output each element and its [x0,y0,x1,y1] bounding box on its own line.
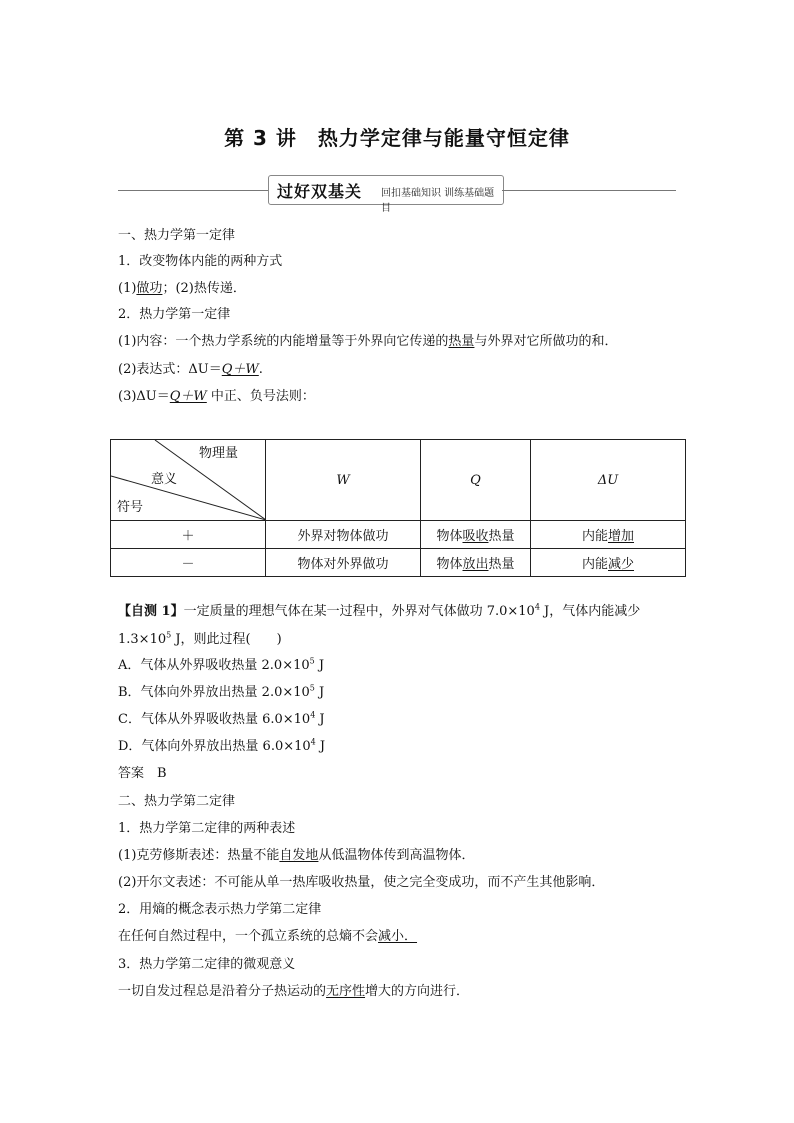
diagonal-header-cell [111,440,266,521]
banner-rule-right [502,190,676,191]
banner-title: 过好双基关 [277,182,363,201]
question-stem-cont: $1.3\times 10^5$ J，则此过程( ) [118,630,282,647]
text-line: (2)开尔文表述：不可能从单一热库吸收热量，使之完全变成功，而不产生其他影响． [118,875,605,890]
column-header-q: Q [421,440,531,521]
blank-answer: Q＋W [169,389,207,404]
subheading-2-2: 2．用熵的概念表示热力学第二定律 [118,902,322,917]
text-line: (3)ΔU＝Q＋W 中正、负号法则： [118,389,315,404]
table-row [111,549,686,577]
sign-cell: － [111,549,266,577]
sign-cell: ＋ [111,521,266,549]
energy-cell: 内能增加 [531,521,686,549]
column-header-w: W [266,440,421,521]
banner-rule-left [118,190,268,191]
blank-answer: 做功 [136,281,163,296]
corner-label-quantity: 物理量 [199,446,239,461]
heat-cell: 物体吸收热量 [421,521,531,549]
heat-cell: 物体放出热量 [421,549,531,577]
section-heading-1: 一、热力学第一定律 [118,228,236,243]
corner-label-sign: 符号 [117,500,144,515]
work-cell: 外界对物体做功 [266,521,421,549]
option-d: D．气体向外界放出热量 $6.0\times 10^4$ J [118,737,326,754]
text-line: 在任何自然过程中，一个孤立系统的总熵不会减小． [118,929,418,944]
table-header-row [111,440,686,521]
answer-line: 答案 B [118,766,167,781]
text-line: (1)克劳修斯表述：热量不能自发地从低温物体传到高温物体． [118,848,475,863]
option-b: B．气体向外界放出热量 $2.0\times 10^5$ J [118,683,325,700]
text-line: (2)表达式：ΔU＝Q＋W. [118,362,263,377]
blank-answer: Q＋W [221,362,259,377]
text-line: 一切自发过程总是沿着分子热运动的无序性增大的方向进行． [118,984,470,999]
energy-cell: 内能减少 [531,549,686,577]
blank-answer: 热量 [448,334,475,349]
subheading-2-3: 3．热力学第二定律的微观意义 [118,957,296,972]
table-row [111,521,686,549]
option-c: C．气体从外界吸收热量 $6.0\times 10^4$ J [118,710,325,727]
subheading-1-2: 2．热力学第一定律 [118,307,231,322]
question-tag: 【自测 1】 [118,604,184,619]
blank-answer: 自发地 [279,848,319,863]
text-line: (1)内容：一个热力学系统的内能增量等于外界向它传递的热量与外界对它所做功的和． [118,334,618,349]
sign-rules-table [110,439,686,577]
corner-label-meaning: 意义 [151,472,178,487]
page-title: 第 3 讲 热力学定律与能量守恒定律 [224,126,570,150]
text-line: (1)做功；(2)热传递． [118,281,246,296]
subheading-1-1: 1．改变物体内能的两种方式 [118,254,283,269]
work-cell: 物体对外界做功 [266,549,421,577]
option-a: A．气体从外界吸收热量 $2.0\times 10^5$ J [118,656,325,673]
subheading-2-1: 1．热力学第二定律的两种表述 [118,821,296,836]
question-stem: 【自测 1】一定质量的理想气体在某一过程中，外界对气体做功 $7.0\times 10^4$ J，气体内能减少 [118,602,641,619]
blank-answer: 无序性 [326,984,366,999]
banner-subtitle: 回扣基础知识 训练基础题目 [381,188,495,214]
section-banner [118,173,676,214]
column-header-delta-u: ΔU [531,440,686,521]
blank-answer: 减小． [378,929,418,944]
section-heading-2: 二、热力学第二定律 [118,794,236,809]
banner-box [268,175,504,214]
